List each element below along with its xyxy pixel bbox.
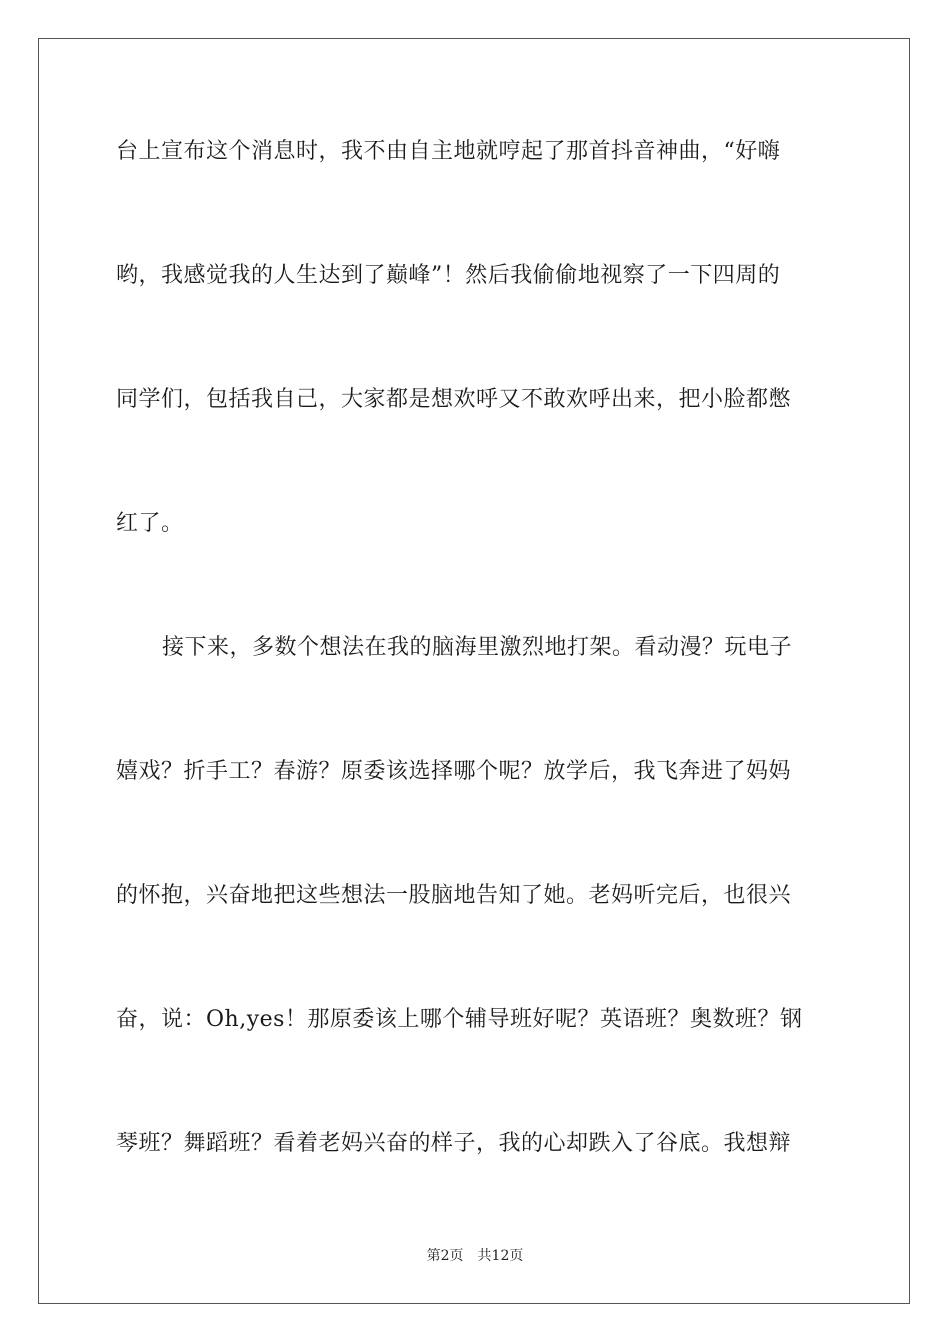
page-current: 第2页 <box>426 1248 464 1264</box>
page-total: 共12页 <box>477 1248 524 1264</box>
body-text-line: 同学们，包括我自己，大家都是想欢呼又不敢欢呼出来，把小脸都憋 <box>116 387 792 412</box>
body-text-line: 红了。 <box>116 511 184 536</box>
page-footer <box>0 1246 950 1266</box>
body-text-line: 奋，说：Oh,yes！那原委该上哪个辅导班好呢？英语班？奥数班？钢 <box>116 1007 803 1032</box>
body-text-line: 哟，我感觉我的人生达到了巅峰”！然后我偷偷地视察了一下四周的 <box>116 263 781 288</box>
paragraph-start-line: 接下来，多数个想法在我的脑海里激烈地打架。看动漫？玩电子 <box>162 635 793 660</box>
body-text-line: 嬉戏？折手工？春游？原委该选择哪个呢？放学后，我飞奔进了妈妈 <box>116 759 792 784</box>
body-text-line: 琴班？舞蹈班？看着老妈兴奋的样子，我的心却跌入了谷底。我想辩 <box>116 1131 792 1156</box>
body-text-line: 的怀抱，兴奋地把这些想法一股脑地告知了她。老妈听完后，也很兴 <box>116 883 792 908</box>
page-frame <box>38 38 910 1304</box>
body-text-line: 台上宣布这个消息时，我不由自主地就哼起了那首抖音神曲，“好嗨 <box>116 139 781 164</box>
